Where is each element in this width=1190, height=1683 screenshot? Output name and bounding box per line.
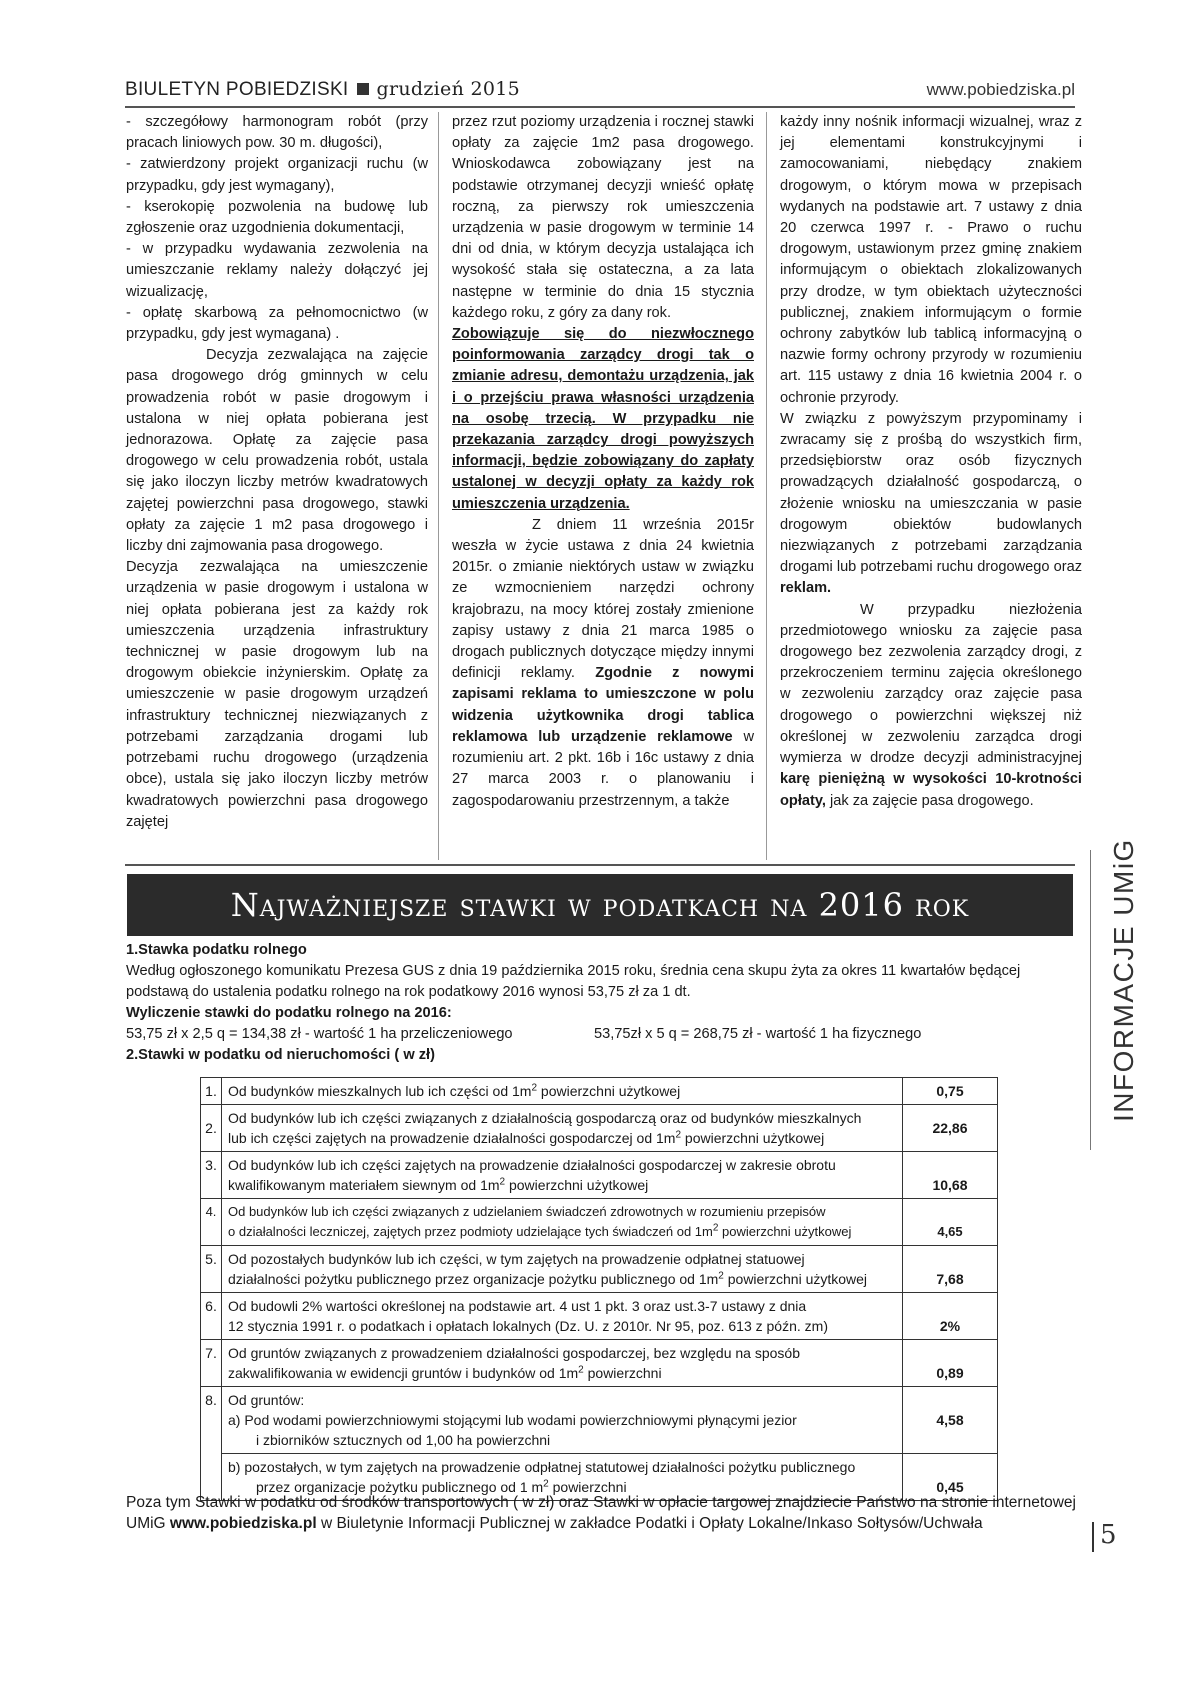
desc-text: działalności pożytku publicznego przez organizacje pożytku publicznego od 1m: [228, 1271, 719, 1287]
text-run: W związku z powyższym przypominamy i zwracamy się z prośbą do wszystkich firm, przedsiębiorstw oraz osób fizycznych prowadzących działalność gospodarczą, o złożenie wniosku na umieszczania w pasie drogowym obiektów budowlanych niezwiązanych z potrzebami zarządzania drogami lub potrzebami ruchu drogowego oraz: [780, 410, 1082, 576]
article-column-3: [780, 112, 1082, 812]
desc-line: Od budowli 2% wartości określonej na podstawie art. 4 ust 1 pkt. 3 oraz ust.3-7 ustawy z dnia: [228, 1298, 807, 1314]
table-row: [201, 1387, 998, 1454]
bulletin-masthead: [125, 78, 520, 101]
superscript: 2: [531, 1082, 538, 1094]
desc-text: powierzchni użytkowej: [505, 1177, 649, 1193]
paragraph: [780, 409, 1082, 600]
desc-text: zakwalifikowania w ewidencji gruntów i budynków od 1m: [228, 1365, 579, 1381]
text-run: jak za zajęcie pasa drogowego.: [830, 792, 1034, 809]
list-item: - kserokopię pozwolenia na budowę lub zgłoszenie oraz uzgodnienia dokumentacji,: [126, 198, 428, 237]
superscript: 2: [578, 1364, 584, 1376]
website-link[interactable]: www.pobiedziska.pl: [169, 1515, 317, 1532]
desc-line: [228, 1363, 896, 1383]
paragraph: Decyzja zezwalająca na umieszczenie urządzenia w pasie drogowym i ustalona w niej opłata pobierana jest za każdy rok umieszczenia urządzenia infrastruktury technicznej w pasie drogowym lub na drogowym obiekcie inżynierskim. Opłatę za umieszczenie w pasie drogowym urządzeń infrastruktury technicznej niezwiązanych z potrzebami zarządzania drogami lub potrzebami ruchu drogowego (urządzenia obce), ustala się jako iloczyn liczby metrów kwadratowych powierzchni pasa drogowego zajętej: [126, 559, 428, 830]
desc-text: Od budynków mieszkalnych lub ich części od 1m: [228, 1083, 532, 1099]
desc-text: powierzchni użytkowej: [718, 1224, 852, 1239]
website-link[interactable]: www.pobiedziska.pl: [926, 80, 1075, 99]
table-row: [201, 1078, 998, 1105]
section-side-label: INFORMACJE UMiG: [1108, 838, 1139, 1122]
paragraph: [780, 600, 1082, 812]
row-number: 3.: [201, 1152, 222, 1199]
rate-value: 0,89: [903, 1340, 998, 1387]
row-description: [222, 1246, 903, 1293]
row-description: [222, 1387, 903, 1454]
section-banner: [127, 874, 1073, 936]
row-number: 1.: [201, 1078, 222, 1105]
table-row: [201, 1105, 998, 1152]
desc-line: [228, 1269, 896, 1289]
footer-note: [126, 1492, 1076, 1534]
page-header: [125, 78, 1075, 104]
desc-line: [228, 1175, 896, 1195]
row-description: [222, 1293, 903, 1340]
section-heading: Wyliczenie stawki do podatku rolnego na 2016:: [126, 1005, 452, 1021]
bold-text-run: reklam.: [780, 580, 832, 597]
list-item: - szczegółowy harmonogram robót (przy pracach liniowych pow. 30 m. długości),: [126, 114, 428, 152]
row-number: 6.: [201, 1293, 222, 1340]
row-description: [222, 1199, 903, 1246]
superscript: 2: [712, 1222, 719, 1234]
row-number: 5.: [201, 1246, 222, 1293]
rate-value: 22,86: [903, 1105, 998, 1152]
bulletin-title: BIULETYN POBIEDZISKI: [125, 79, 349, 100]
desc-text: powierzchni użytkowej: [723, 1271, 868, 1287]
desc-text: powierzchni użytkowej: [681, 1130, 825, 1146]
desc-line: 12 stycznia 1991 r. o podatkach i opłatach lokalnych (Dz. U. z 2010r. Nr 95, poz. 613 z późn. zm): [228, 1318, 828, 1334]
desc-line: i zbiorników sztucznych od 1,00 ha powierzchni: [256, 1432, 551, 1448]
superscript: 2: [543, 1478, 549, 1490]
header-divider: [125, 106, 1075, 108]
superscript: 2: [499, 1176, 506, 1188]
list-item: - zatwierdzony projekt organizacji ruchu (w przypadku, gdy jest wymagany),: [126, 156, 428, 194]
issue-date: grudzień 2015: [376, 78, 521, 100]
desc-line: Od gruntów:: [228, 1392, 305, 1408]
column-divider: [438, 112, 439, 860]
row-description: [222, 1152, 903, 1199]
article-column-2: [452, 112, 754, 812]
desc-line: b) pozostałych, w tym zajętych na prowadzenie odpłatnej statutowej działalności pożytku publicznego: [228, 1459, 856, 1475]
article-column-1: [126, 112, 428, 833]
calculation-converted: 53,75 zł x 2,5 q = 134,38 zł - wartość 1 ha przeliczeniowego: [126, 1026, 513, 1042]
text-run: w Biuletynie Informacji Publicznej w zakładce Podatki i Opłaty Lokalne/Inkaso Sołtysów/Uchwała: [320, 1515, 983, 1532]
desc-line: Od budynków lub ich części związanych z działalnością gospodarczą oraz od budynków mieszkalnych: [228, 1110, 862, 1126]
banner-title: Najważniejsze stawki w podatkach na 2016 rok: [230, 886, 970, 924]
desc-line: a) Pod wodami powierzchniowymi stojącymi lub wodami powierzchniowymi płynącymi jezior: [228, 1412, 797, 1428]
tax-section: [126, 940, 1076, 1066]
text-run: W przypadku niezłożenia przedmiotowego wniosku za zajęcie pasa drogowego bez zezwolenia zarządcy drogi, z przekroczeniem terminu zajęcia określonego w zezwoleniu zarządcy oraz zajęcie pasa drogowego o powierzchni większej niż określonej w zezwoleniu zarządca drogi wymierza w drodze decyzji administracyjnej: [780, 601, 1082, 767]
row-number: 4.: [201, 1199, 222, 1246]
desc-line: [228, 1128, 896, 1148]
rate-value: 0,75: [903, 1078, 998, 1105]
row-description: [222, 1105, 903, 1152]
desc-text: o działalności leczniczej, zajętych przez podmioty udzielające tych świadczeń od 1m: [228, 1224, 713, 1239]
text-run: w rozumieniu art. 2 pkt. 16b i 16c ustawy z dnia 27 marca 2003 r. o planowaniu i zagospodarowaniu przestrzennym, a także: [452, 728, 754, 809]
rate-value: 10,68: [903, 1152, 998, 1199]
column-divider: [766, 112, 767, 860]
text-run: Poza tym Stawki w podatku od środków transportowych ( w zł) oraz Stawki w opłacie targowej znajdziecie Państwo na stronie internetowej UMiG: [126, 1494, 1076, 1532]
row-number: 2.: [201, 1105, 222, 1152]
text-run: Z dniem 11 września 2015r weszła w życie ustawa z dnia 24 kwietnia 2015r. o zmianie niektórych ustaw w związku ze wzmocnieniem narzędzi ochrony krajobrazu, na mocy której zostały zmienione zapisy ustawy z dnia 21 marca 1985 o drogach publicznych dotyczące między innymi definicji reklamy.: [452, 516, 754, 682]
property-tax-table: [200, 1077, 998, 1501]
desc-line: Od pozostałych budynków lub ich części, w tym zajętych na prowadzenie odpłatnej statuowej: [228, 1251, 805, 1267]
rate-value: 4,58: [903, 1387, 998, 1454]
row-description: [222, 1078, 903, 1105]
highlighted-notice: Zobowiązuje się do niezwłocznego poinformowania zarządcy drogi tak o zmianie adresu, demontażu urządzenia, jak i o przejściu prawa własności urządzenia na osobę trzecią. W przypadku nie przekazania zarządcy drogi powyższych informacji, będzie zobowiązany do zapłaty ustalonej w decyzji opłaty za każdy rok umieszczenia urządzenia.: [452, 326, 754, 512]
desc-text: przez organizacje pożytku publicznego od 1 m: [256, 1479, 544, 1495]
superscript: 2: [675, 1129, 682, 1141]
paragraph: przez rzut poziomy urządzenia i rocznej stawki opłaty za zajęcie 1m2 pasa drogowego. Wnioskodawca zobowiązany jest na podstawie otrzymanej decyzji wnieść opłatę roczną, za pierwszy rok umieszczenia urządzenia w pasie drogowym w terminie 14 dni od dnia, w którym decyzja ustalająca ich wysokość stała się ostateczna, a za lata następne w terminie do dnia 15 stycznia każdego roku, z góry za dany rok.: [452, 114, 754, 321]
paragraph: [452, 515, 754, 812]
desc-text: powierzchni: [583, 1365, 662, 1381]
bold-text-run: karę pieniężną w wysokości 10-krotności opłaty,: [780, 771, 1082, 809]
calculation-line: [126, 1024, 1076, 1045]
calculation-physical: 53,75zł x 5 q = 268,75 zł - wartość 1 ha fizycznego: [594, 1026, 922, 1042]
list-item: - w przypadku wydawania zezwolenia na umieszczanie reklamy należy dołączyć jej wizualizację,: [126, 241, 428, 300]
page-number-marker: [1092, 1522, 1094, 1552]
rate-value: 0,45: [903, 1454, 998, 1501]
list-item: - opłatę skarbową za pełnomocnictwo (w przypadku, gdy jest wymagana) .: [126, 304, 428, 343]
table-row: [201, 1152, 998, 1199]
rate-value: 4,65: [903, 1199, 998, 1246]
page-number: 5: [1100, 1520, 1117, 1550]
desc-line: Od budynków lub ich części związanych z udzielaniem świadczeń zdrowotnych w rozumieniu przepisów: [228, 1204, 826, 1219]
table-row: [201, 1340, 998, 1387]
desc-line: Od budynków lub ich części zajętych na prowadzenie działalności gospodarczej w zakresie obrotu: [228, 1157, 836, 1173]
square-separator-icon: [357, 83, 369, 95]
table-row: [201, 1293, 998, 1340]
paragraph: każdy inny nośnik informacji wizualnej, wraz z jej elementami konstrukcyjnymi i zamocowaniami, niebędący znakiem drogowym, o którym mowa w przepisach wydanych na podstawie art. 7 ustawy z dnia 20 czerwca 1997 r. - Prawo o ruchu drogowym, ustawionym przez gminę znakiem informującym o obiektach zlokalizowanych przy drodze, w tym obiektach użyteczności publicznej, znakiem informującym o formie ochrony zabytków lub tablicą informacyjną o nazwie formy ochrony przyrody w rozumieniu art. 115 ustawy z dnia 16 kwietnia 2004 r. o ochronie przyrody.: [780, 114, 1082, 406]
row-number: 8.: [201, 1387, 222, 1501]
row-description: [222, 1340, 903, 1387]
desc-line: Od gruntów związanych z prowadzeniem działalności gospodarczej, bez względu na sposób: [228, 1345, 800, 1361]
rate-value: 2%: [903, 1293, 998, 1340]
row-number: 7.: [201, 1340, 222, 1387]
desc-text: kwalifikowanym materiałem siewnym od 1m: [228, 1177, 500, 1193]
desc-text: lub ich części zajętych na prowadzenie działalności gospodarczej od 1m: [228, 1130, 676, 1146]
section-heading: 2.Stawki w podatku od nieruchomości ( w zł): [126, 1047, 435, 1063]
paragraph: [126, 1492, 1076, 1534]
desc-line: [228, 1222, 896, 1242]
table-row: [201, 1199, 998, 1246]
desc-text: powierzchni użytkowej: [537, 1083, 681, 1099]
rate-value: 7,68: [903, 1246, 998, 1293]
superscript: 2: [718, 1270, 724, 1282]
table-row: [201, 1246, 998, 1293]
bold-text-run: Zgodnie z nowymi zapisami reklama to umieszczone w polu widzenia użytkownika drogi tablica reklamowa lub urządzenie reklamowe: [452, 665, 755, 745]
paragraph: Według ogłoszonego komunikatu Prezesa GUS z dnia 19 października 2015 roku, średnia cena skupu żyta za okres 11 kwartałów będącej podstawą do ustalenia podatku rolnego na rok podatkowy 2016 wynosi 53,75 zł za 1 dt.: [126, 963, 1021, 1000]
side-rule: [1090, 850, 1091, 1150]
section-heading: 1.Stawka podatku rolnego: [126, 942, 307, 958]
section-divider: [125, 864, 1075, 866]
paragraph: Decyzja zezwalająca na zajęcie pasa drogowego dróg gminnych w celu prowadzenia robót w pasie drogowym i ustalona w niej opłata pobierana jest jednorazowa. Opłatę za zajęcie pasa drogowego w celu prowadzenia robót, ustala się jako iloczyn liczby metrów kwadratowych zajętej powierzchni pasa drogowego, stawki opłaty za zajęcie 1 m2 pasa drogowego i liczby dni zajmowania pasa drogowego.: [126, 347, 428, 555]
desc-text: powierzchni: [548, 1479, 627, 1495]
